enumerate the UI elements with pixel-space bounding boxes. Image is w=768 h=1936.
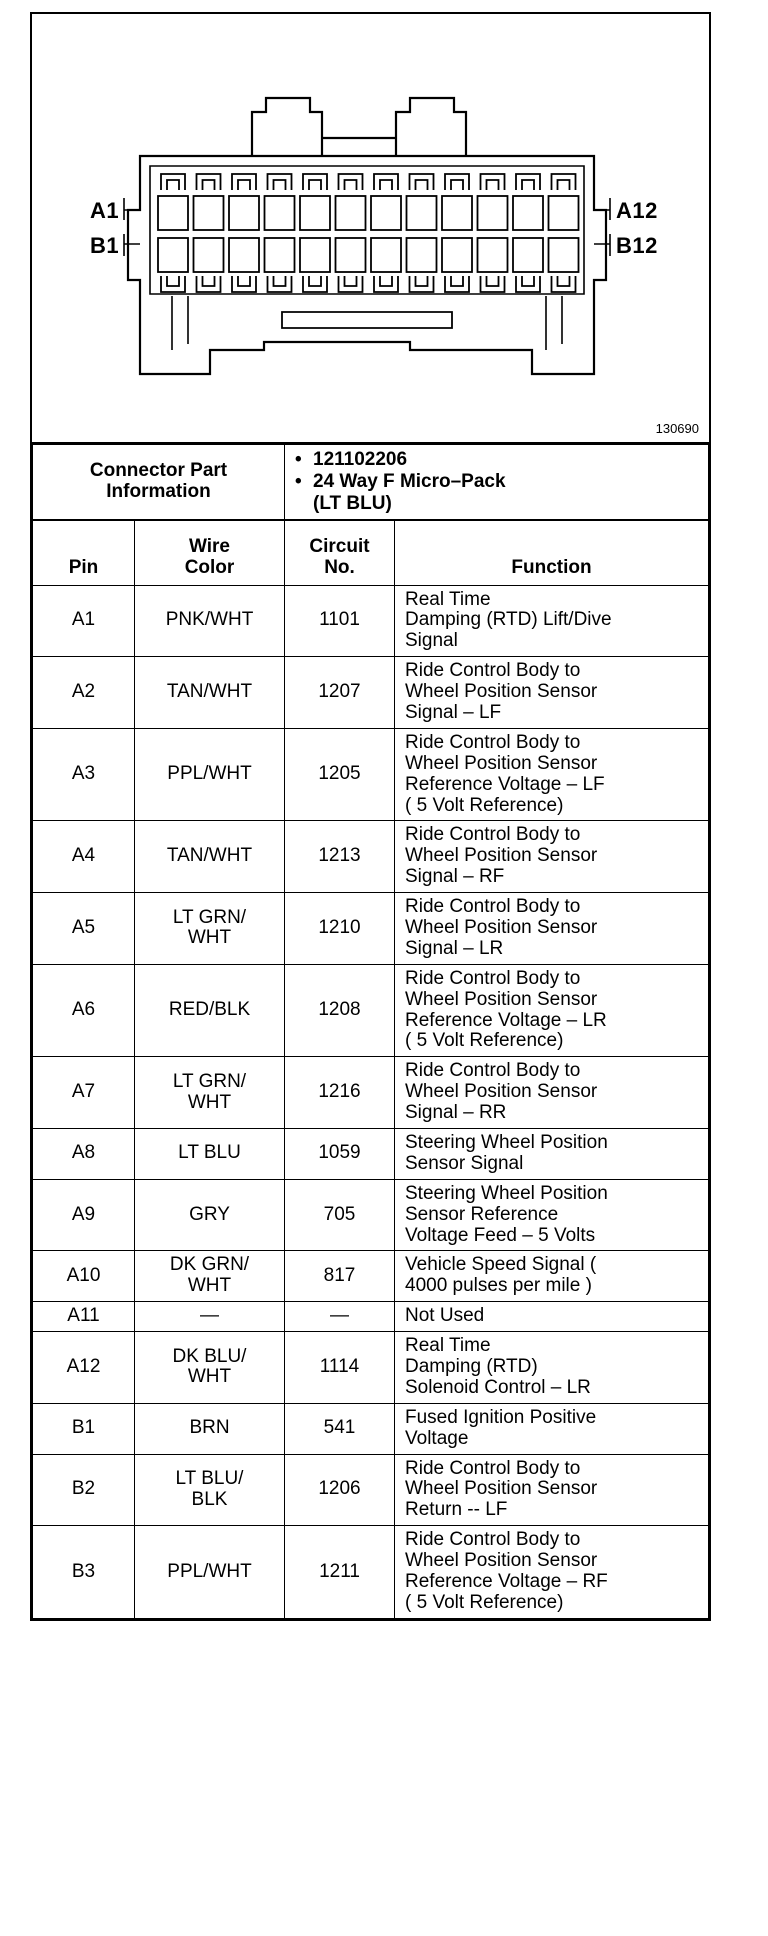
table-row <box>33 1332 709 1404</box>
wire-color-cell <box>135 1454 285 1526</box>
terminal-latch-top-inner <box>558 180 570 190</box>
terminal-latch-top <box>410 174 434 190</box>
cavity-row-a <box>513 196 543 230</box>
table-row <box>33 1403 709 1454</box>
cavity-row-a <box>158 196 188 230</box>
terminal-latch-bottom-inner <box>345 276 357 286</box>
circuit-no-cell: 1208 <box>285 964 395 1057</box>
pinout-header-row <box>33 520 709 585</box>
wire-color-cell <box>135 893 285 965</box>
table-row <box>33 1302 709 1332</box>
terminal-latch-top-inner <box>203 180 215 190</box>
function-cell <box>395 1332 709 1404</box>
function-cell <box>395 1129 709 1180</box>
terminal-latch-top-inner <box>309 180 321 190</box>
pin-cell: B3 <box>33 1526 135 1619</box>
function-line: Wheel Position Sensor <box>405 1081 598 1103</box>
connector-color: (LT BLU) <box>313 492 392 514</box>
pin-cell: A5 <box>33 893 135 965</box>
function-line: Wheel Position Sensor <box>405 681 598 703</box>
wire-color-line: LT GRN/ <box>172 906 247 928</box>
pin-cell: A10 <box>33 1251 135 1302</box>
function-line: Ride Control Body to <box>405 1457 581 1479</box>
function-line: Ride Control Body to <box>405 731 581 753</box>
circuit-no-cell: 1205 <box>285 728 395 821</box>
wire-color-cell: PPL/WHT <box>135 728 285 821</box>
pin-cell: A7 <box>33 1057 135 1129</box>
function-line: Ride Control Body to <box>405 1529 581 1551</box>
function-cell <box>395 585 709 657</box>
function-line: ( 5 Volt Reference) <box>405 794 564 816</box>
label-a12: A12 <box>616 198 658 223</box>
function-line: Signal – LR <box>405 937 504 959</box>
function-line: Voltage Feed – 5 Volts <box>405 1224 596 1246</box>
wire-color-cell <box>135 1332 285 1404</box>
circuit-no-cell: 1207 <box>285 657 395 729</box>
terminal-latch-top-inner <box>416 180 428 190</box>
function-line: Wheel Position Sensor <box>405 1478 598 1500</box>
cavity-row-b <box>513 238 543 272</box>
function-line: Reference Voltage – RF <box>405 1571 608 1593</box>
pin-cell: A3 <box>33 728 135 821</box>
circuit-no-cell: 705 <box>285 1179 395 1251</box>
function-line: Signal <box>405 630 458 652</box>
terminal-latch-bottom-inner <box>167 276 179 286</box>
function-line: Signal – RR <box>405 1102 507 1124</box>
circuit-no-cell: 1206 <box>285 1454 395 1526</box>
wire-color-line: DK GRN/ <box>169 1254 250 1276</box>
circuit-no-cell: 1114 <box>285 1332 395 1404</box>
pin-cell: A9 <box>33 1179 135 1251</box>
terminal-latch-bottom <box>481 276 505 292</box>
terminal-latch-top <box>268 174 292 190</box>
cavity-row-b <box>336 238 366 272</box>
pin-cell: B2 <box>33 1454 135 1526</box>
circuit-no-cell: 1216 <box>285 1057 395 1129</box>
function-line: Signal – LF <box>405 701 502 723</box>
function-line: Not Used <box>405 1305 485 1327</box>
terminal-latch-bottom <box>552 276 576 292</box>
cavity-row-a <box>194 196 224 230</box>
function-line: Wheel Position Sensor <box>405 988 598 1010</box>
function-line: Wheel Position Sensor <box>405 917 598 938</box>
cavity-row-b <box>371 238 401 272</box>
wire-color-cell: GRY <box>135 1179 285 1251</box>
circuit-no-cell: 1059 <box>285 1129 395 1180</box>
terminal-latch-top-inner <box>274 180 286 190</box>
cavity-row-b <box>229 238 259 272</box>
terminal-latch-top <box>232 174 256 190</box>
connector-part-number: • 121102206 <box>295 449 408 470</box>
table-row <box>33 657 709 729</box>
circuit-no-cell: 817 <box>285 1251 395 1302</box>
wire-color-line: WHT <box>187 1091 232 1113</box>
terminal-latch-top <box>197 174 221 190</box>
terminal-latch-bottom-inner <box>558 276 570 286</box>
terminal-latch-top-inner <box>167 180 179 190</box>
wire-color-cell <box>135 1251 285 1302</box>
terminal-latch-bottom <box>516 276 540 292</box>
connector-part-information-label: Connector Part Information <box>33 445 285 520</box>
function-line: Real Time <box>405 588 491 610</box>
wire-color-line: WHT <box>187 927 232 949</box>
table-row <box>33 1129 709 1180</box>
circuit-no-cell: 541 <box>285 1403 395 1454</box>
function-line: Fused Ignition Positive <box>405 1406 597 1428</box>
wire-color-line: WHT <box>187 1366 232 1388</box>
wire-color-cell: TAN/WHT <box>135 821 285 893</box>
function-line: Ride Control Body to <box>405 896 581 918</box>
connector-sheet <box>30 12 711 1621</box>
cavity-row-a <box>407 196 437 230</box>
function-header: Function <box>395 520 709 585</box>
table-row <box>33 964 709 1057</box>
function-cell <box>395 1454 709 1526</box>
function-line: Ride Control Body to <box>405 824 581 846</box>
pin-cell: A11 <box>33 1302 135 1332</box>
table-row <box>33 1526 709 1619</box>
wire-color-cell: TAN/WHT <box>135 657 285 729</box>
terminal-latch-bottom <box>232 276 256 292</box>
wire-color-line: LT BLU/ <box>175 1468 244 1490</box>
terminal-latch-bottom-inner <box>203 276 215 286</box>
terminal-latch-top-inner <box>345 180 357 190</box>
cavity-row-a <box>371 196 401 230</box>
wire-color-line: WHT <box>187 1275 232 1297</box>
terminal-latch-bottom <box>268 276 292 292</box>
terminal-latch-top <box>339 174 363 190</box>
function-line: ( 5 Volt Reference) <box>405 1591 564 1613</box>
terminal-latch-top <box>481 174 505 190</box>
wire-color-line: DK BLU/ <box>172 1345 247 1367</box>
terminal-latch-bottom <box>339 276 363 292</box>
function-cell <box>395 964 709 1057</box>
pin-cell: A12 <box>33 1332 135 1404</box>
cavity-row-a <box>442 196 472 230</box>
circuit-no-cell: 1101 <box>285 585 395 657</box>
function-line: ( 5 Volt Reference) <box>405 1030 564 1052</box>
function-cell <box>395 1179 709 1251</box>
wire-color-header: Wire Color <box>135 520 285 585</box>
pin-cell: A8 <box>33 1129 135 1180</box>
wire-color-cell: RED/BLK <box>135 964 285 1057</box>
function-cell <box>395 821 709 893</box>
circuit-no-cell: 1213 <box>285 821 395 893</box>
function-cell <box>395 1302 709 1332</box>
cavity-row-b <box>549 238 579 272</box>
terminal-latch-bottom-inner <box>309 276 321 286</box>
terminal-latch-top-inner <box>380 180 392 190</box>
terminal-latch-bottom <box>303 276 327 292</box>
function-cell <box>395 657 709 729</box>
cavity-row-a <box>478 196 508 230</box>
terminal-latch-bottom <box>374 276 398 292</box>
circuit-no-cell: 1210 <box>285 893 395 965</box>
cavity-row-b <box>300 238 330 272</box>
terminal-latch-bottom-inner <box>487 276 499 286</box>
connector-diagram <box>32 14 709 444</box>
terminal-latch-top-inner <box>451 180 463 190</box>
terminal-latch-bottom-inner <box>380 276 392 286</box>
terminal-latch-top <box>161 174 185 190</box>
pin-cell: B1 <box>33 1403 135 1454</box>
terminal-latch-top <box>516 174 540 190</box>
wire-color-cell: PNK/WHT <box>135 585 285 657</box>
connector-info-table <box>32 444 709 520</box>
terminal-latch-top <box>552 174 576 190</box>
table-row <box>33 1251 709 1302</box>
connector-part-information-list <box>285 445 709 520</box>
terminal-latch-top <box>374 174 398 190</box>
function-line: Solenoid Control – LR <box>405 1376 591 1398</box>
wire-color-cell <box>135 1057 285 1129</box>
pin-header: Pin <box>33 520 135 585</box>
terminal-latch-bottom <box>410 276 434 292</box>
function-line: Damping (RTD) Lift/Dive <box>405 609 612 631</box>
function-line: Reference Voltage – LR <box>405 1009 607 1031</box>
terminal-latch-bottom-inner <box>416 276 428 286</box>
function-cell <box>395 893 709 965</box>
cavity-row-b <box>194 238 224 272</box>
pin-cell: A4 <box>33 821 135 893</box>
function-cell <box>395 1251 709 1302</box>
function-line: Ride Control Body to <box>405 660 581 682</box>
connector-24-way-face-icon <box>32 14 709 440</box>
function-line: Steering Wheel Position <box>405 1182 608 1204</box>
table-row <box>33 1454 709 1526</box>
terminal-latch-top <box>303 174 327 190</box>
cavity-row-b <box>478 238 508 272</box>
function-cell <box>395 1526 709 1619</box>
function-line: 4000 pulses per mile ) <box>405 1275 592 1297</box>
function-cell <box>395 1057 709 1129</box>
wire-color-line: BLK <box>191 1488 228 1510</box>
circuit-no-header: Circuit No. <box>285 520 395 585</box>
wire-color-line: LT GRN/ <box>172 1070 247 1092</box>
table-row <box>33 893 709 965</box>
connector-description: • 24 Way F Micro–Pack <box>295 470 506 492</box>
circuit-no-cell: 1211 <box>285 1526 395 1619</box>
cavity-row-b <box>407 238 437 272</box>
pin-cell: A1 <box>33 585 135 657</box>
circuit-no-cell: — <box>285 1302 395 1332</box>
cavity-row-b <box>442 238 472 272</box>
table-row <box>33 585 709 657</box>
function-line: Wheel Position Sensor <box>405 1550 598 1572</box>
cavity-row-b <box>158 238 188 272</box>
cavity-row-a <box>229 196 259 230</box>
wire-color-cell: PPL/WHT <box>135 1526 285 1619</box>
function-line: Voltage <box>405 1427 469 1449</box>
function-line: Ride Control Body to <box>405 1060 581 1082</box>
pin-cell: A6 <box>33 964 135 1057</box>
table-row <box>33 728 709 821</box>
terminal-latch-top <box>445 174 469 190</box>
figure-number: 130690 <box>655 421 699 436</box>
label-b1: B1 <box>90 233 120 258</box>
function-line: Return -- LF <box>405 1499 508 1521</box>
terminal-latch-bottom <box>197 276 221 292</box>
function-line: Ride Control Body to <box>405 967 581 989</box>
table-row <box>33 1057 709 1129</box>
cavity-row-a <box>336 196 366 230</box>
table-row <box>33 1179 709 1251</box>
function-line: Wheel Position Sensor <box>405 845 598 867</box>
wire-color-cell: — <box>135 1302 285 1332</box>
function-line: Sensor Reference <box>405 1203 559 1225</box>
terminal-latch-top-inner <box>487 180 499 190</box>
terminal-latch-bottom-inner <box>451 276 463 286</box>
function-line: Steering Wheel Position <box>405 1132 608 1154</box>
terminal-latch-bottom <box>445 276 469 292</box>
pinout-table <box>32 520 709 1619</box>
cavity-row-b <box>265 238 295 272</box>
terminal-latch-bottom <box>161 276 185 292</box>
wire-color-cell: LT BLU <box>135 1129 285 1180</box>
table-row <box>33 821 709 893</box>
terminal-latch-bottom-inner <box>274 276 286 286</box>
function-line: Reference Voltage – LF <box>405 773 605 795</box>
function-line: Signal – RF <box>405 866 505 888</box>
label-b12: B12 <box>616 233 658 258</box>
function-line: Vehicle Speed Signal ( <box>405 1254 597 1276</box>
function-cell <box>395 1403 709 1454</box>
terminal-latch-top-inner <box>522 180 534 190</box>
wire-color-cell: BRN <box>135 1403 285 1454</box>
terminal-latch-bottom-inner <box>522 276 534 286</box>
function-cell <box>395 728 709 821</box>
label-a1: A1 <box>90 198 120 223</box>
cavity-row-a <box>549 196 579 230</box>
function-line: Wheel Position Sensor <box>405 752 598 774</box>
function-line: Sensor Signal <box>405 1152 524 1174</box>
function-line: Real Time <box>405 1335 491 1357</box>
cavity-row-a <box>300 196 330 230</box>
function-line: Damping (RTD) <box>405 1356 538 1378</box>
terminal-latch-top-inner <box>238 180 250 190</box>
terminal-latch-bottom-inner <box>238 276 250 286</box>
cavity-row-a <box>265 196 295 230</box>
pin-cell: A2 <box>33 657 135 729</box>
